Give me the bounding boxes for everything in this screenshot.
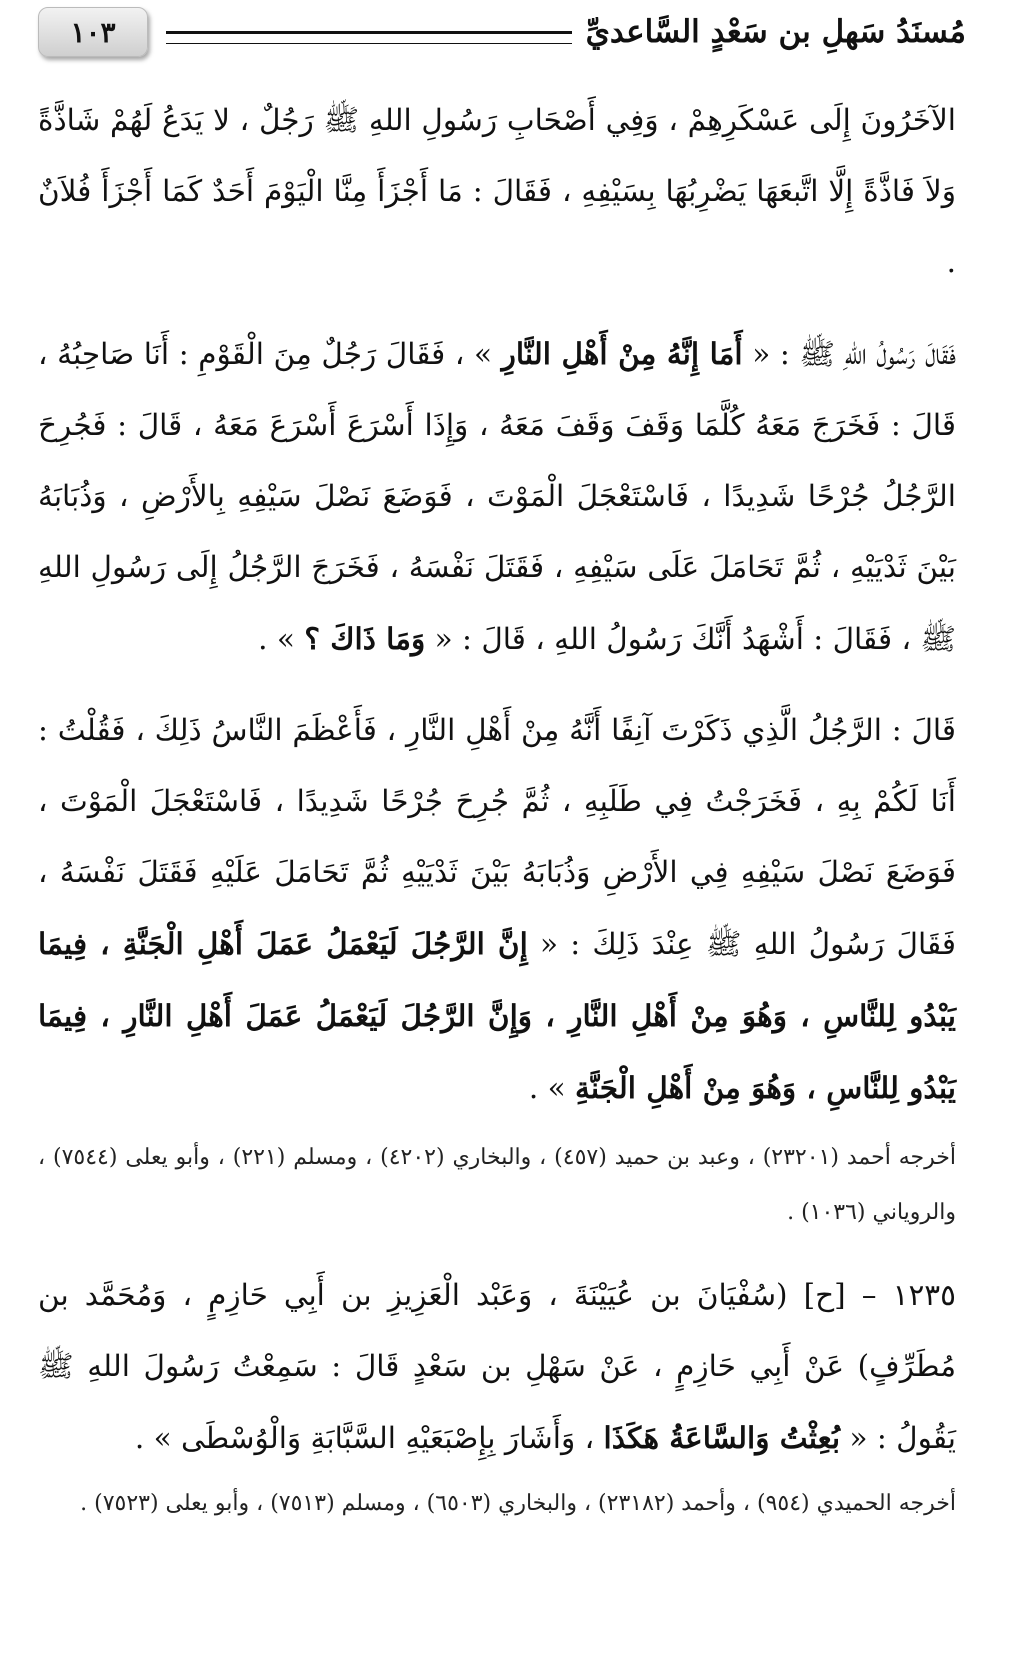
paragraph-2-text-c: » ، فَقَالَ رَجُلٌ مِنَ الْقَوْمِ : أَنَا صَاحِبُهُ ، قَالَ : فَخَرَجَ مَعَهُ كُلَّمَا وَقَفَ وَقَفَ مَعَهُ ، وَإِذَا أَسْرَعَ أَسْرَعَ مَعَهُ ، قَالَ : فَجُرِحَ الرَّجُلُ جُرْحًا شَدِيدًا ، فَاسْتَعْجَلَ الْمَوْتَ ، فَوَضَعَ نَصْلَ سَيْفِهِ بِالأَرْضِ ، وَذُبَابَهُ بَيْنَ ثَدْيَيْهِ ، ثُمَّ تَحَامَلَ عَلَى سَيْفِهِ ، فَقَتَلَ نَفْسَهُ ، فَخَرَجَ الرَّجُلُ إِلَى رَسُولِ اللهِ ﷺ ، فَقَالَ : أَشْهَدُ أَنَّكَ رَسُولُ اللهِ ، قَالَ : « xyxy=(38,337,956,656)
footnote-2: أخرجه الحميدي (٩٥٤) ، وأحمد (٢٣١٨٢) ، والبخاري (٦٥٠٣) ، ومسلم (٧٥١٣) ، وأبو يعلى (٧٥٢٣) . xyxy=(80,1491,956,1516)
paragraph-3 xyxy=(38,695,956,1124)
page-header xyxy=(38,4,966,60)
page-number-badge: ١٠٣ xyxy=(38,7,148,57)
footnote-1: أخرجه أحمد (٢٣٢٠١) ، وعبد بن حميد (٤٥٧) ، والبخاري (٤٢٠٢) ، ومسلم (٢٢١) ، وأبو يعلى (٧٥٤٤) ، والروياني (١٠٣٦) . xyxy=(38,1145,956,1225)
paragraph-3-text-a: قَالَ : الرَّجُلُ الَّذِي ذَكَرْتَ آنِفًا أَنَّهُ مِنْ أَهْلِ النَّارِ ، فَأَعْظَمَ النَّاسُ ذَلِكَ ، فَقُلْتُ : أَنَا لَكُمْ بِهِ ، فَخَرَجْتُ فِي طَلَبِهِ ، ثُمَّ جُرِحَ جُرْحًا شَدِيدًا ، فَاسْتَعْجَلَ الْمَوْتَ ، فَوَضَعَ نَصْلَ سَيْفِهِ فِي الأَرْضِ وَذُبَابَهُ بَيْنَ ثَدْيَيْهِ ثُمَّ تَحَامَلَ عَلَيْهِ فَقَتَلَ نَفْسَهُ ، فَقَالَ رَسُولُ اللهِ ﷺ عِنْدَ ذَلِكَ : « xyxy=(38,713,956,961)
hadith-quote-2: وَمَا ذَاكَ ؟ xyxy=(304,621,426,656)
hadith-quote-4: بُعِثْتُ وَالسَّاعَةُ هَكَذَا xyxy=(603,1420,841,1455)
paragraph-2 xyxy=(38,318,956,675)
page-title: مُسنَدُ سَهلِ بن سَعْدٍ السَّاعديِّ xyxy=(585,14,966,50)
hadith-1235-text-c: ، وَأَشَارَ بِإِصْبَعَيْهِ السَّبَّابَةِ وَالْوُسْطَى » . xyxy=(134,1421,595,1455)
paragraph-1-text: الآخَرُونَ إِلَى عَسْكَرِهِمْ ، وَفِي أَصْحَابِ رَسُولِ اللهِ ﷺ رَجُلٌ ، لا يَدَعُ لَهُمْ شَاذَّةً وَلاَ فَاذَّةً إِلَّا اتَّبعَهَا يَضْرِبُهَا بِسَيْفِهِ ، فَقَالَ : مَا أَجْزَأَ مِنَّا الْيَوْمَ أَحَدٌ كَمَا أَجْزَأَ فُلاَنٌ . xyxy=(38,103,956,279)
page-body xyxy=(38,85,956,1545)
paragraph-2-text-e: » . xyxy=(258,622,295,656)
hadith-1235-text-a: ١٢٣٥ – [ح] (سُفْيَانَ بن عُيَيْنَةَ ، وَعَبْد الْعَزِيزِ بن أَبِي حَازِمٍ ، وَمُحَمَّد بن مُطَرِّفٍ) عَنْ أَبِي حَازِمٍ ، عَنْ سَهْلِ بن سَعْدٍ قَالَ : سَمِعْتُ رَسُولَ اللهِ ﷺ يَقُولُ : « xyxy=(38,1278,956,1455)
hadith-1235 xyxy=(38,1260,956,1474)
paragraph-2-text-a: فَقَالَ رَسُولُ اللهِ ﷺ : « xyxy=(752,337,956,371)
hadith-quote-3: إِنَّ الرَّجُلَ لَيَعْمَلُ عَمَلَ أَهْلِ الْجَنَّةِ ، فِيمَا يَبْدُو لِلنَّاسِ ، وَهُوَ مِنْ أَهْلِ النَّارِ ، وَإِنَّ الرَّجُلَ لَيَعْمَلُ عَمَلَ أَهْلِ النَّارِ ، فِيمَا يَبْدُو لِلنَّاسِ ، وَهُوَ مِنْ أَهْلِ الْجَنَّةِ xyxy=(38,926,956,1105)
header-rule xyxy=(166,31,572,44)
paragraph-3-text-c: » . xyxy=(528,1071,566,1105)
hadith-quote-1: أَمَا إِنَّهُ مِنْ أَهْلِ النَّارِ xyxy=(501,336,743,371)
paragraph-1 xyxy=(38,85,956,298)
